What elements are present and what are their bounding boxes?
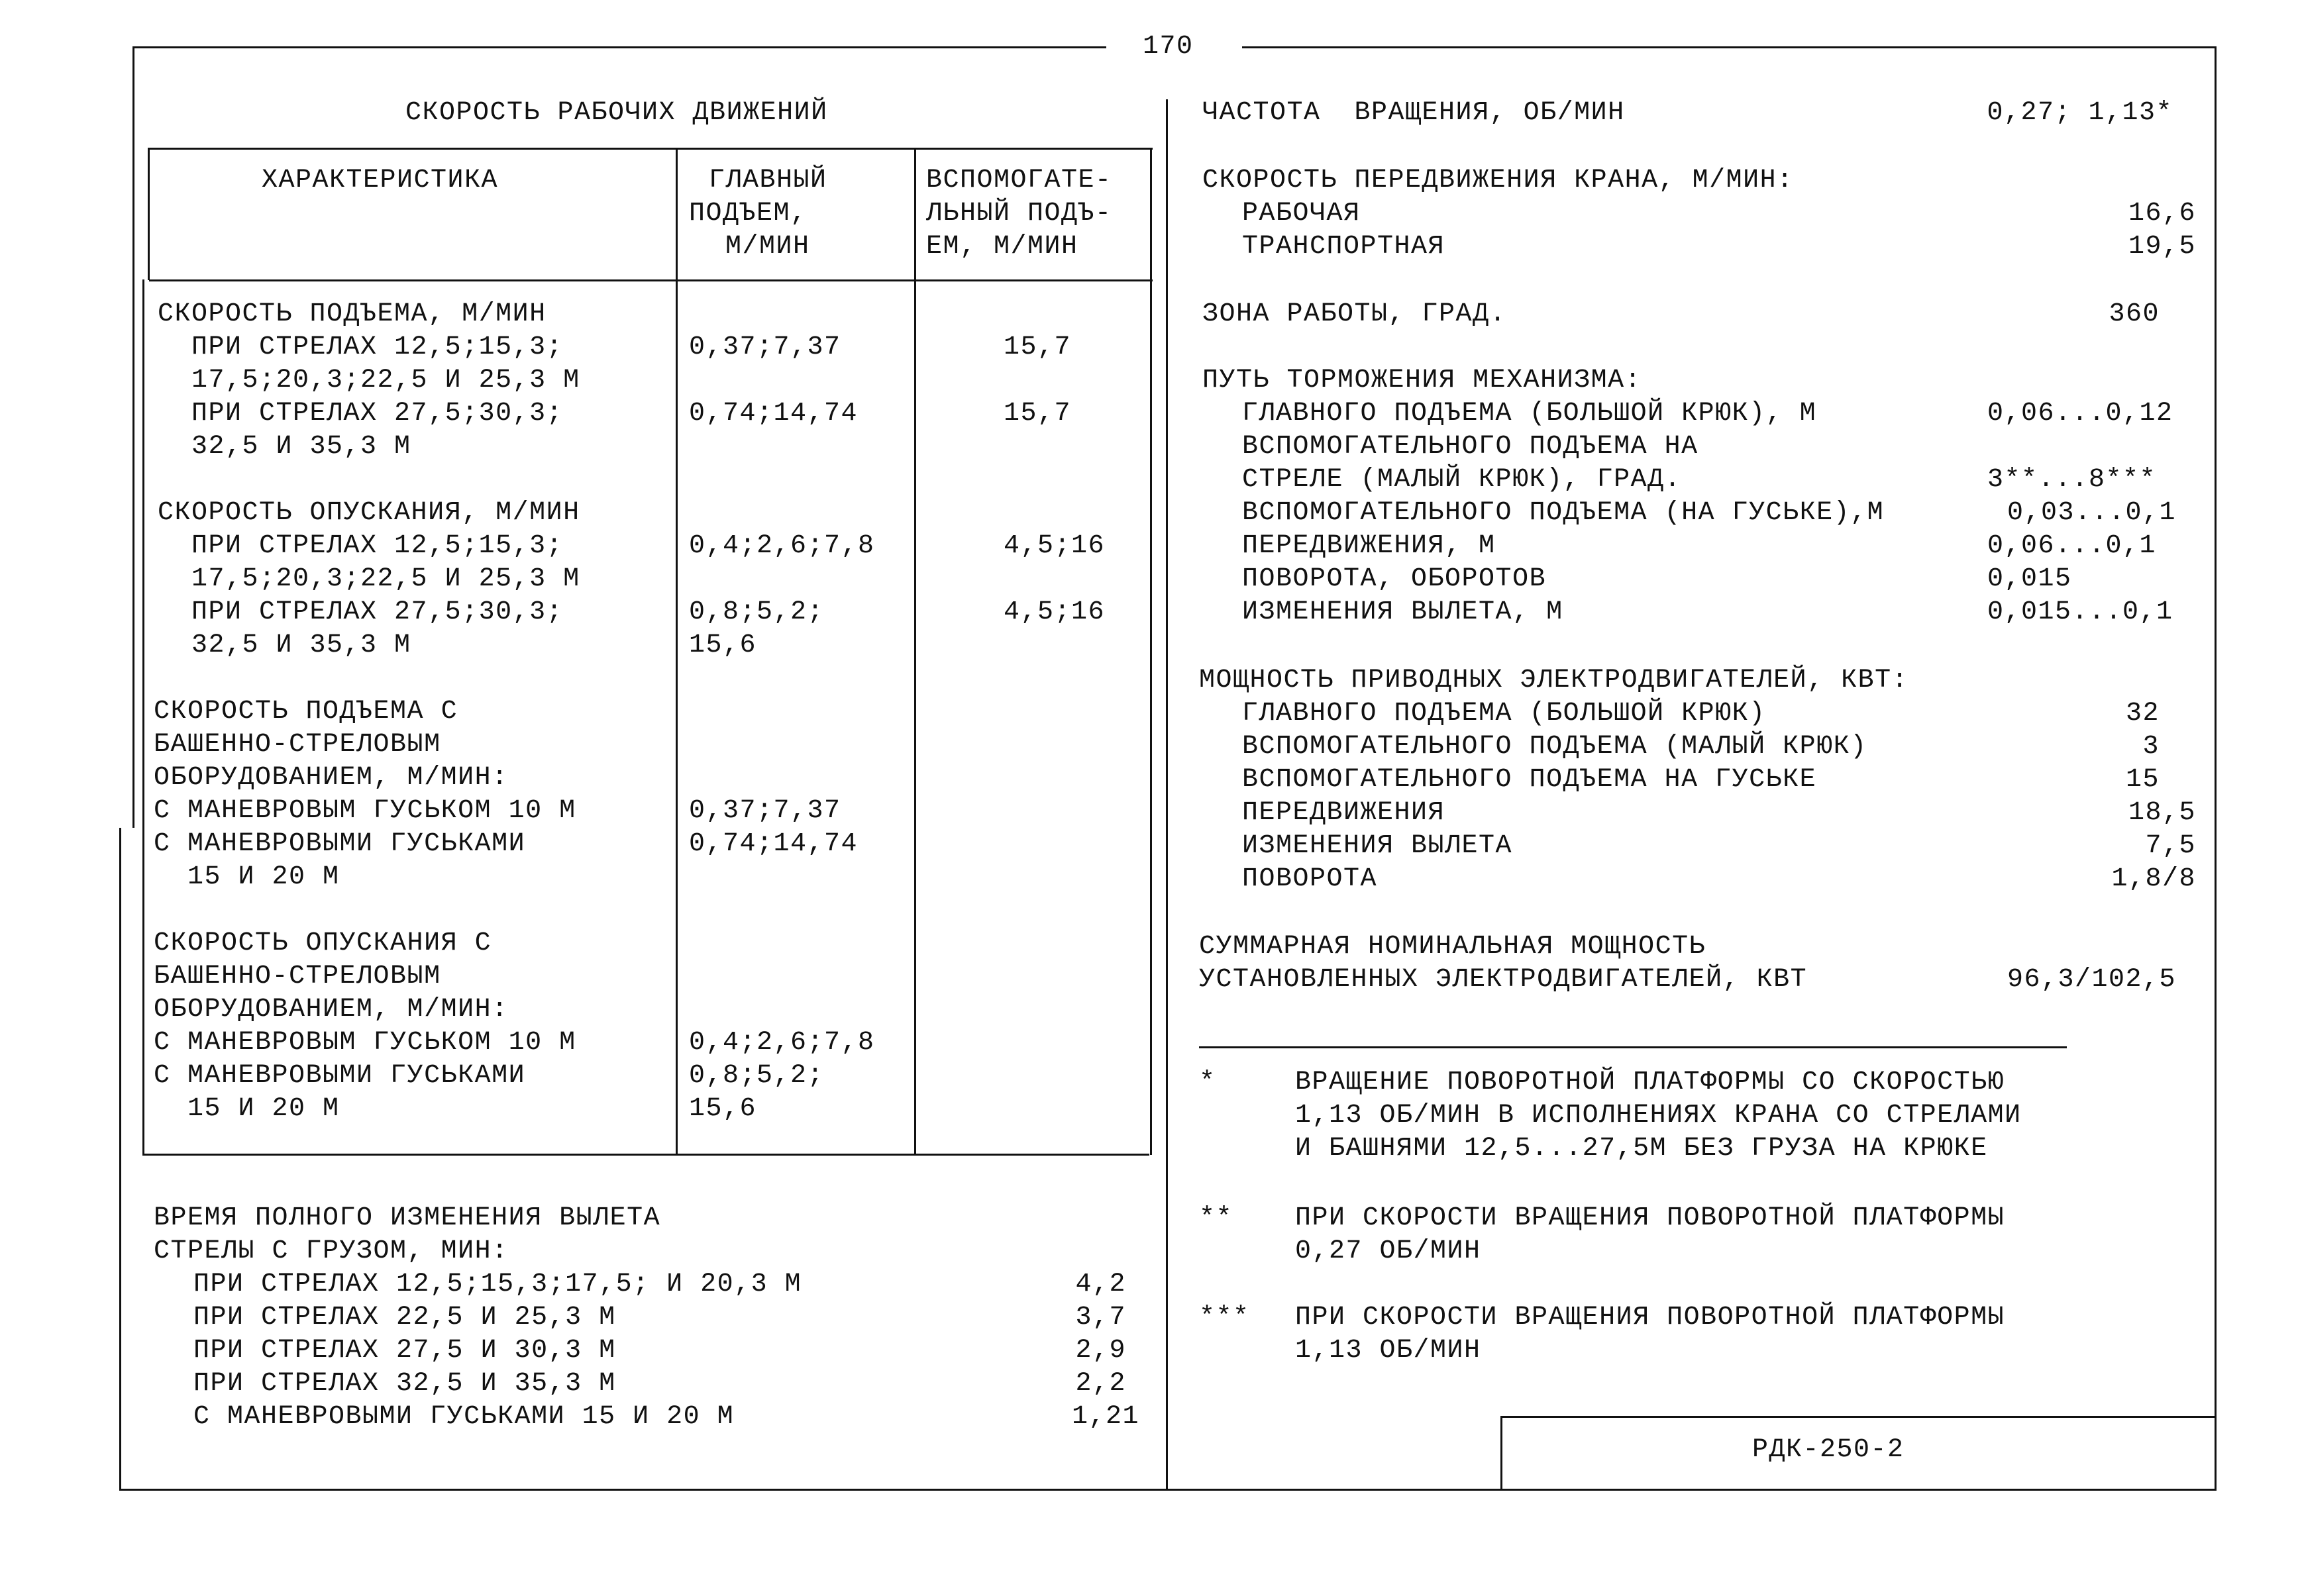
table-cell-line-2: 17,5;20,3;22,5 И 25,3 М: [158, 366, 580, 395]
table-main-value: 0,4;2,6;7,8: [689, 531, 875, 561]
footnote-line: ПРИ СКОРОСТИ ВРАЩЕНИЯ ПОВОРОТНОЙ ПЛАТФОРМЫ: [1295, 1203, 2005, 1233]
table-cell-line-16: С МАНЕВРОВЫМИ ГУСЬКАМИ: [154, 829, 526, 859]
power-value: 32: [2125, 699, 2160, 728]
travel-value: 19,5: [2128, 232, 2196, 262]
table-cell-line-10: 32,5 И 35,3 М: [158, 630, 411, 660]
table-main-value: 15,6: [689, 630, 757, 660]
braking-label: ПЕРЕДВИЖЕНИЯ, М: [1242, 531, 1496, 561]
power-value: 7,5: [2145, 831, 2196, 861]
braking-label: ВСПОМОГАТЕЛЬНОГО ПОДЪЕМА (НА ГУСЬКЕ),М: [1242, 498, 1885, 528]
frame-left-lower: [119, 828, 121, 1490]
travel-title: СКОРОСТЬ ПЕРЕДВИЖЕНИЯ КРАНА, М/МИН:: [1202, 166, 1794, 195]
power-value: 1,8/8: [2111, 864, 2196, 894]
page-number: 170: [1143, 32, 1194, 62]
footnote-line: И БАШНЯМИ 12,5...27,5М БЕЗ ГРУЗА НА КРЮКЕ: [1295, 1134, 1988, 1164]
power-value: 15: [2125, 765, 2160, 795]
braking-value: 0,03...0,1: [2007, 498, 2177, 528]
braking-title: ПУТЬ ТОРМОЖЕНИЯ МЕХАНИЗМА:: [1202, 366, 1642, 395]
braking-value: 0,015...0,1: [1987, 597, 2173, 627]
footnote-line: 1,13 ОБ/МИН В ИСПОЛНЕНИЯХ КРАНА СО СТРЕЛАМИ: [1295, 1101, 2022, 1130]
travel-label: ТРАНСПОРТНАЯ: [1242, 232, 1445, 262]
table-cell-line-21: ОБОРУДОВАНИЕМ, М/МИН:: [154, 995, 509, 1024]
braking-value: 0,015: [1987, 564, 2072, 594]
braking-value: 0,06...0,1: [1987, 531, 2157, 561]
table-cell-line-8: 17,5;20,3;22,5 И 25,3 М: [158, 564, 580, 594]
braking-label: ВСПОМОГАТЕЛЬНОГО ПОДЪЕМА НА: [1242, 432, 1698, 462]
table-cell-line-22: С МАНЕВРОВЫМ ГУСЬКОМ 10 М: [154, 1028, 576, 1058]
frame-left-upper: [132, 46, 134, 828]
table-cell-line-14: ОБОРУДОВАНИЕМ, М/МИН:: [154, 763, 509, 793]
table-cell-line-20: БАШЕННО-СТРЕЛОВЫМ: [154, 962, 441, 991]
header-aux-hoist-2: ЛЬНЫЙ ПОДЪ-: [926, 199, 1112, 228]
power-label: ПОВОРОТА: [1242, 864, 1378, 894]
table-main-value: 0,4;2,6;7,8: [689, 1028, 875, 1058]
braking-label: ИЗМЕНЕНИЯ ВЫЛЕТА, М: [1242, 597, 1563, 627]
frame-bottom: [119, 1489, 2217, 1491]
total-power-line-2: УСТАНОВЛЕННЫХ ЭЛЕКТРОДВИГАТЕЛЕЙ, КВТ: [1199, 965, 1808, 995]
power-label: ВСПОМОГАТЕЛЬНОГО ПОДЪЕМА (МАЛЫЙ КРЮК): [1242, 732, 1867, 762]
table-cell-line-23: С МАНЕВРОВЫМИ ГУСЬКАМИ: [154, 1061, 526, 1091]
footnote-line: ПРИ СКОРОСТИ ВРАЩЕНИЯ ПОВОРОТНОЙ ПЛАТФОРМЫ: [1295, 1303, 2005, 1332]
power-label: ПЕРЕДВИЖЕНИЯ: [1242, 798, 1445, 828]
braking-label: ГЛАВНОГО ПОДЪЕМА (БОЛЬШОЙ КРЮК), М: [1242, 399, 1817, 428]
table-cell-line-6: СКОРОСТЬ ОПУСКАНИЯ, М/МИН: [158, 498, 580, 528]
table-aux-value: 15,7: [1004, 332, 1072, 362]
boom-change-label: С МАНЕВРОВЫМИ ГУСЬКАМИ 15 И 20 М: [193, 1402, 735, 1432]
footnote-mark: **: [1199, 1203, 1233, 1233]
table-cell-line-12: СКОРОСТЬ ПОДЪЕМА С: [154, 697, 458, 726]
rotation-value: 0,27; 1,13*: [1987, 98, 2173, 128]
table-cell-line-0: СКОРОСТЬ ПОДЪЕМА, М/МИН: [158, 299, 547, 329]
table-top: [149, 148, 1153, 150]
braking-label: ПОВОРОТА, ОБОРОТОВ: [1242, 564, 1547, 594]
table-aux-value: 4,5;16: [1004, 597, 1106, 627]
table-aux-value: 15,7: [1004, 399, 1072, 428]
table-main-value: 0,74;14,74: [689, 399, 859, 428]
header-main-hoist-3: М/МИН: [725, 232, 810, 262]
table-cell-line-9: ПРИ СТРЕЛАХ 27,5;30,3;: [158, 597, 564, 627]
header-main-hoist-1: ГЛАВНЫЙ: [709, 166, 827, 195]
footnote-mark: ***: [1199, 1303, 1250, 1332]
table-cell-line-4: 32,5 И 35,3 М: [158, 432, 411, 462]
work-zone-label: ЗОНА РАБОТЫ, ГРАД.: [1202, 299, 1507, 329]
power-title: МОЩНОСТЬ ПРИВОДНЫХ ЭЛЕКТРОДВИГАТЕЛЕЙ, КВТ:: [1199, 666, 1909, 695]
header-aux-hoist-1: ВСПОМОГАТЕ-: [926, 166, 1112, 195]
header-characteristic: ХАРАКТЕРИСТИКА: [262, 166, 499, 195]
frame-top-right: [1242, 46, 2216, 48]
table-main-value: 0,8;5,2;: [689, 597, 825, 627]
header-aux-hoist-3: ЕМ, М/МИН: [926, 232, 1078, 262]
boom-change-value: 2,2: [1075, 1369, 1126, 1399]
table-right: [1150, 148, 1152, 1155]
boom-change-value: 1,21: [1071, 1402, 1139, 1432]
left-heading: СКОРОСТЬ РАБОЧИХ ДВИЖЕНИЙ: [405, 98, 828, 128]
table-bottom: [142, 1154, 1149, 1156]
table-main-value: 0,8;5,2;: [689, 1061, 825, 1091]
power-label: ГЛАВНОГО ПОДЪЕМА (БОЛЬШОЙ КРЮК): [1242, 699, 1766, 728]
boom-change-label: ПРИ СТРЕЛАХ 22,5 И 25,3 М: [193, 1303, 616, 1332]
braking-value: 0,06...0,12: [1987, 399, 2173, 428]
power-value: 3: [2142, 732, 2160, 762]
table-cell-line-3: ПРИ СТРЕЛАХ 27,5;30,3;: [158, 399, 564, 428]
power-label: ИЗМЕНЕНИЯ ВЫЛЕТА: [1242, 831, 1513, 861]
table-cell-line-13: БАШЕННО-СТРЕЛОВЫМ: [154, 730, 441, 760]
table-cell-line-19: СКОРОСТЬ ОПУСКАНИЯ С: [154, 928, 492, 958]
boom-change-value: 2,9: [1075, 1336, 1126, 1366]
boom-change-label: ПРИ СТРЕЛАХ 27,5 И 30,3 М: [193, 1336, 616, 1366]
braking-label: СТРЕЛЕ (МАЛЫЙ КРЮК), ГРАД.: [1242, 465, 1682, 495]
column-divider: [1166, 99, 1168, 1490]
total-power-line-1: СУММАРНАЯ НОМИНАЛЬНАЯ МОЩНОСТЬ: [1199, 932, 1706, 962]
footnote-line: ВРАЩЕНИЕ ПОВОРОТНОЙ ПЛАТФОРМЫ СО СКОРОСТЬЮ: [1295, 1068, 2005, 1097]
boom-change-title-2: СТРЕЛЫ С ГРУЗОМ, МИН:: [154, 1236, 509, 1266]
boom-change-value: 3,7: [1075, 1303, 1126, 1332]
table-left: [148, 148, 150, 280]
table-col2-left: [676, 148, 678, 1155]
boom-change-value: 4,2: [1075, 1270, 1126, 1299]
table-cell-line-7: ПРИ СТРЕЛАХ 12,5;15,3;: [158, 531, 564, 561]
travel-label: РАБОЧАЯ: [1242, 199, 1361, 228]
table-cell-line-17: 15 И 20 М: [154, 862, 340, 892]
table-main-value: 0,74;14,74: [689, 829, 859, 859]
footnote-separator: [1199, 1046, 2067, 1048]
table-col3-left: [914, 148, 916, 1155]
table-cell-line-24: 15 И 20 М: [154, 1094, 340, 1124]
table-main-value: 0,37;7,37: [689, 796, 841, 826]
power-label: ВСПОМОГАТЕЛЬНОГО ПОДЪЕМА НА ГУСЬКЕ: [1242, 765, 1817, 795]
stamp-code: РДК-250-2: [1752, 1435, 1905, 1465]
table-aux-value: 4,5;16: [1004, 531, 1106, 561]
rotation-label: ЧАСТОТА ВРАЩЕНИЯ, ОБ/МИН: [1202, 98, 1625, 128]
table-cell-line-1: ПРИ СТРЕЛАХ 12,5;15,3;: [158, 332, 564, 362]
braking-value: 3**...8***: [1987, 465, 2157, 495]
table-left-body: [142, 279, 144, 1155]
total-power-value: 96,3/102,5: [2007, 965, 2177, 995]
table-cell-line-15: С МАНЕВРОВЫМ ГУСЬКОМ 10 М: [154, 796, 576, 826]
travel-value: 16,6: [2128, 199, 2196, 228]
footnote-mark: *: [1199, 1068, 1216, 1097]
frame-top-left: [132, 46, 1106, 48]
table-main-value: 0,37;7,37: [689, 332, 841, 362]
boom-change-label: ПРИ СТРЕЛАХ 12,5;15,3;17,5; И 20,3 М: [193, 1270, 802, 1299]
table-header-bottom: [149, 279, 1153, 281]
table-main-value: 15,6: [689, 1094, 757, 1124]
header-main-hoist-2: ПОДЪЕМ,: [689, 199, 808, 228]
boom-change-title-1: ВРЕМЯ ПОЛНОГО ИЗМЕНЕНИЯ ВЫЛЕТА: [154, 1203, 661, 1233]
footnote-line: 0,27 ОБ/МИН: [1295, 1236, 1481, 1266]
frame-right: [2215, 46, 2217, 1490]
work-zone-value: 360: [2109, 299, 2160, 329]
footnote-line: 1,13 ОБ/МИН: [1295, 1336, 1481, 1366]
boom-change-label: ПРИ СТРЕЛАХ 32,5 И 35,3 М: [193, 1369, 616, 1399]
power-value: 18,5: [2128, 798, 2196, 828]
